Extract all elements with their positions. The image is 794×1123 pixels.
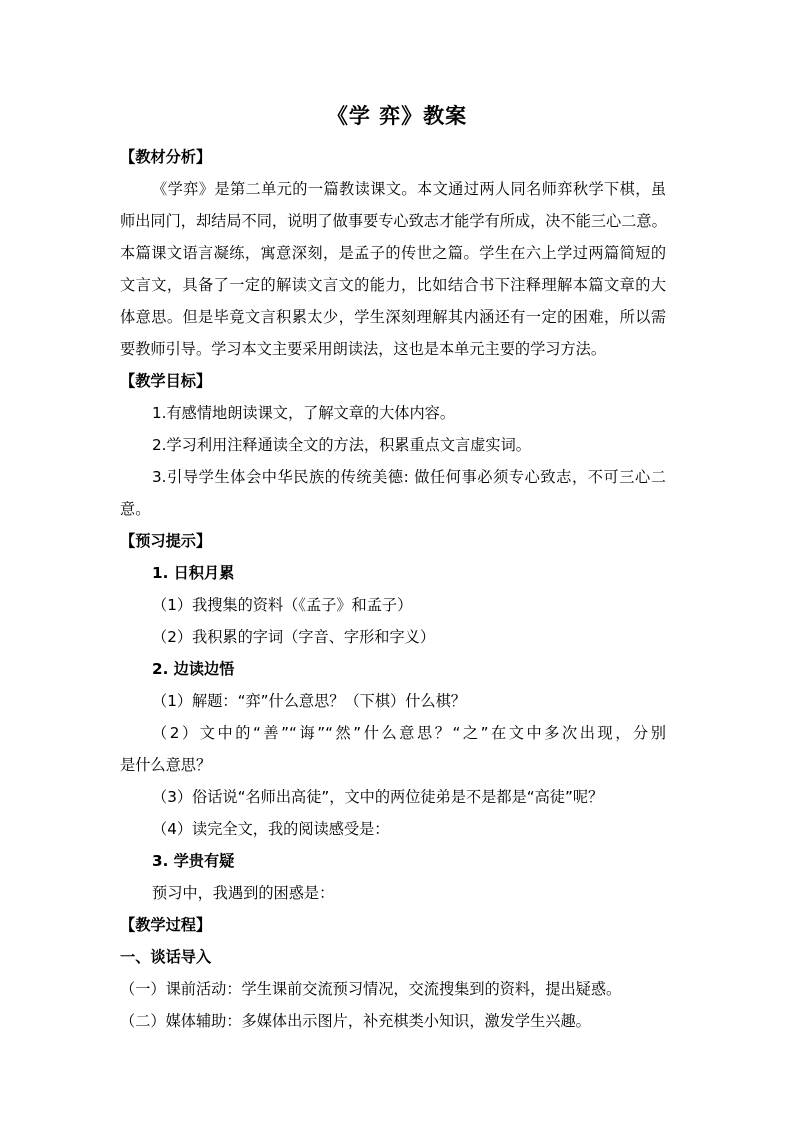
analysis-line: 《学弈》是第二单元的一篇教读课文。本文通过两人同名师弈秋学下棋，虽 [152,180,666,198]
section-heading-goals: 【教学目标】 [120,372,212,390]
preview-item-continued: 是什么意思？ [120,756,212,774]
analysis-line: 文言文，具备了一定的解读文言文的能力，比如结合书下注释理解本篇文章的大 [120,276,666,294]
preview-item: （4）读完全文，我的阅读感受是： [152,820,390,838]
preview-item: （3）俗话说“名师出高徒”，文中的两位徒弟是不是都是“高徒”呢？ [152,788,604,806]
process-item: （二）媒体辅助：多媒体出示图片，补充棋类小知识，激发学生兴趣。 [120,1012,591,1030]
preview-text: 预习中，我遇到的困惑是： [152,884,335,902]
preview-subheading: 1. 日积月累 [152,564,235,582]
goal-item: 3.引导学生体会中华民族的传统美德: 做任何事必须专心致志，不可三心二 [152,468,666,486]
document-body [120,141,666,1037]
preview-subheading: 2. 边读边悟 [152,660,235,678]
goal-item-continued: 意。 [120,500,151,518]
analysis-line: 师出同门，却结局不同，说明了做事要专心致志才能学有所成，决不能三心二意。 [120,212,667,230]
preview-item: （1）解题：“弈”什么意思？（下棋）什么棋？ [152,692,466,710]
goal-item: 2.学习利用注释通读全文的方法，积累重点文言虚实词。 [152,436,531,454]
process-item: （一）课前活动：学生课前交流预习情况，交流搜集到的资料，提出疑惑。 [120,980,622,998]
section-heading-preview: 【预习提示】 [120,532,212,550]
preview-subheading: 3. 学贵有疑 [152,852,235,870]
analysis-line: 要教师引导。学习本文主要采用朗读法，这也是本单元主要的学习方法。 [120,340,606,358]
section-heading-process: 【教学过程】 [120,916,212,934]
analysis-line: 体意思。但是毕竟文言积累太少，学生深刻理解其内涵还有一定的困难，所以需 [120,308,666,326]
preview-item: （2）文中的“善”“诲”“然”什么意思？“之”在文中多次出现，分别 [152,724,666,742]
section-heading-analysis: 【教材分析】 [120,148,212,166]
preview-item: （2）我积累的字词（字音、字形和字义） [152,628,436,646]
preview-item: （1）我搜集的资料（《孟子》和孟子） [152,596,413,614]
analysis-line: 本篇课文语言凝练，寓意深刻，是孟子的传世之篇。学生在六上学过两篇简短的 [120,244,666,262]
process-part-heading: 一、谈话导入 [120,948,212,966]
document-title: 《学 弈》教案 [326,104,468,128]
goal-item: 1.有感情地朗读课文，了解文章的大体内容。 [152,404,456,422]
